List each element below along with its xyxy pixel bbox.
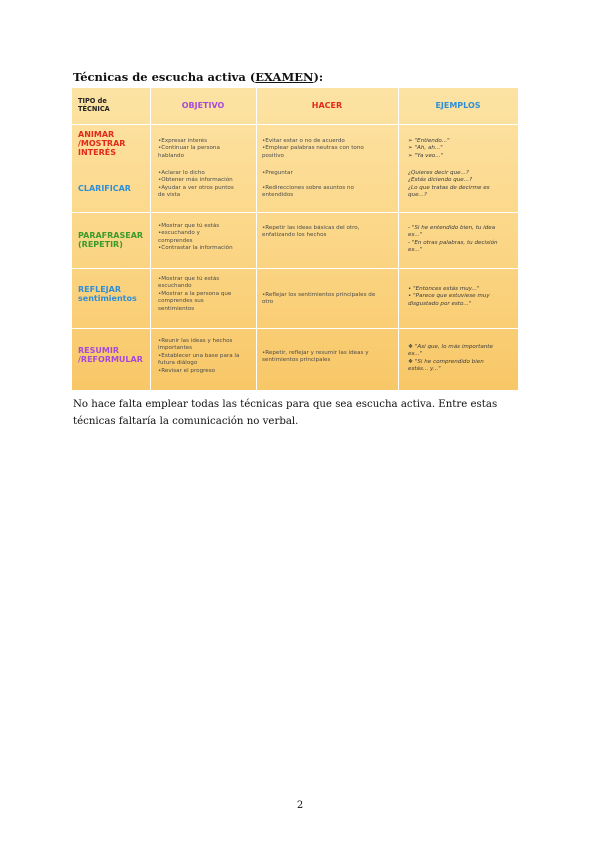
header-tipo-line: TÉCNICA — [78, 105, 110, 113]
header-tipo — [78, 97, 110, 113]
table-divider — [256, 88, 257, 390]
cell-line: importantes — [158, 345, 192, 352]
cell-objetivo-reflejar — [158, 276, 254, 313]
cell-line: •Continuar la persona — [158, 145, 220, 152]
table-divider — [150, 88, 151, 390]
cell-line: ❖ "Así que, lo más importante — [408, 344, 493, 350]
table-divider — [72, 212, 518, 213]
technique-name-line: (REPETIR) — [78, 240, 123, 249]
cell-line: •Evitar estar o no de acuerdo — [262, 138, 345, 144]
cell-line: •Reunir las ideas y hechos — [158, 338, 233, 344]
technique-name-line: /MOSTRAR — [78, 139, 126, 148]
cell-line: disgustado por esto..." — [408, 300, 472, 307]
cell-line: •Revisar el progreso — [158, 367, 216, 374]
cell-line: sentimientos principales — [262, 357, 331, 364]
cell-line: •Reflejar los sentimientos principales de — [262, 292, 376, 298]
cell-line: otro — [262, 299, 274, 306]
header-hacer: HACER — [311, 101, 343, 110]
cell-line: •Emplear palabras neutras con tono — [262, 145, 364, 152]
table-divider — [72, 328, 518, 329]
cell-line: sentimientos — [158, 305, 195, 312]
cell-objetivo-parafrasear — [158, 223, 254, 253]
cell-line: ¿Lo que tratas de decirme es — [408, 184, 490, 191]
cell-ejemplos-clarificar — [408, 170, 516, 200]
cell-ejemplos-resumir — [408, 344, 516, 374]
cell-line: • "Parece que estuviese muy — [408, 293, 490, 300]
cell-line: entendidos — [262, 192, 294, 199]
cell-line: comprendes — [158, 237, 193, 244]
technique-name-line: REFLEJAR — [78, 285, 121, 294]
cell-line: ¿Estás diciendo que...? — [408, 177, 473, 184]
technique-name-animar — [78, 130, 150, 157]
cell-hacer-animar — [262, 138, 396, 160]
cell-line: •Contrastar la información — [158, 245, 233, 252]
cell-line: ➢ "Ya veo..." — [408, 152, 444, 159]
body-paragraph: No hace falta emplear todas las técnicas para que sea escucha activa. Entre estas técnicas faltaría la comunicación no verbal. — [73, 399, 498, 427]
heading-suffix: ): — [313, 70, 324, 84]
cell-line: •Mostrar a la persona que — [158, 290, 232, 297]
cell-line: •Repetir, reflejar y resumir las ideas y — [262, 350, 369, 356]
cell-line: estás... y..." — [408, 366, 441, 373]
cell-hacer-parafrasear — [262, 225, 396, 240]
cell-objetivo-clarificar — [158, 170, 254, 200]
technique-name-line: sentimientos — [78, 294, 137, 303]
cell-line: es..." — [408, 247, 423, 254]
cell-line: ❖ "Si he comprendido bien — [408, 358, 484, 365]
table-divider — [398, 88, 399, 390]
technique-name-line: CLARIFICAR — [78, 184, 131, 193]
heading-prefix: Técnicas de escucha activa ( — [73, 70, 256, 84]
technique-name-resumir — [78, 346, 150, 364]
cell-ejemplos-animar — [408, 138, 516, 160]
technique-name-line: ANIMAR — [78, 130, 115, 139]
cell-objetivo-animar — [158, 138, 254, 160]
cell-line: hablando — [158, 152, 185, 159]
cell-line: es..." — [408, 232, 423, 239]
technique-name-parafrasear — [78, 231, 150, 249]
cell-line: •Repetir las ideas básicas del otro, — [262, 225, 360, 231]
cell-line: ¿Quieres decir que...? — [408, 170, 469, 176]
heading-emphasis: EXAMEN — [255, 70, 314, 84]
cell-line: •Ayudar a ver otros puntos — [158, 184, 234, 191]
cell-ejemplos-parafrasear — [408, 225, 516, 255]
technique-name-clarificar — [78, 184, 150, 193]
cell-hacer-clarificar — [262, 170, 396, 200]
cell-line: es..." — [408, 351, 423, 358]
technique-name-line: INTERÉS — [78, 148, 116, 157]
cell-line: •Aclarar lo dicho — [158, 170, 205, 176]
cell-ejemplos-reflejar — [408, 286, 516, 308]
cell-line: de vista — [158, 192, 181, 199]
cell-line: ➢ "Entiendo..." — [408, 138, 450, 144]
cell-line: •Mostrar que tú estás — [158, 223, 220, 229]
cell-line: •Expresar interés — [158, 138, 207, 144]
section-heading — [73, 70, 323, 84]
cell-line: • "Entonces estás muy..." — [408, 286, 480, 292]
technique-name-reflejar — [78, 285, 150, 303]
cell-line: positivo — [262, 152, 284, 159]
cell-line: enfatizando los hechos — [262, 232, 327, 239]
cell-hacer-resumir — [262, 350, 396, 365]
cell-line: •escuchando y — [158, 230, 200, 237]
cell-line: •Redirecciones sobre asuntos no — [262, 184, 354, 191]
table-divider — [72, 268, 518, 269]
techniques-table — [72, 88, 518, 390]
cell-line: escuchando — [158, 283, 192, 290]
cell-line: ➢ "Ah, ah..." — [408, 145, 443, 152]
header-ejemplos: EJEMPLOS — [435, 101, 481, 110]
cell-line: comprendes sus — [158, 298, 204, 305]
technique-name-line: /REFORMULAR — [78, 355, 143, 364]
cell-line: que...? — [408, 192, 427, 199]
header-tipo-line: TIPO de — [78, 97, 107, 105]
header-objetivo: OBJETIVO — [181, 101, 225, 110]
cell-line: •Obtener más información — [158, 177, 233, 184]
page-number: 2 — [296, 800, 304, 811]
table-divider — [72, 124, 518, 125]
cell-line: - "Si he entendido bien, tu idea — [408, 225, 496, 231]
technique-name-line: RESUMIR — [78, 346, 119, 355]
cell-hacer-reflejar — [262, 292, 396, 307]
cell-line: futura diálogo — [158, 360, 198, 367]
cell-line: - "En otras palabras, tu decisión — [408, 239, 498, 246]
cell-line: •Mostrar que tú estás — [158, 276, 220, 282]
cell-line: •Establecer una base para la — [158, 352, 240, 359]
cell-line: •Preguntar — [262, 170, 293, 176]
cell-objetivo-resumir — [158, 338, 254, 375]
technique-name-line: PARAFRASEAR — [78, 231, 144, 240]
cell-line — [262, 177, 396, 184]
